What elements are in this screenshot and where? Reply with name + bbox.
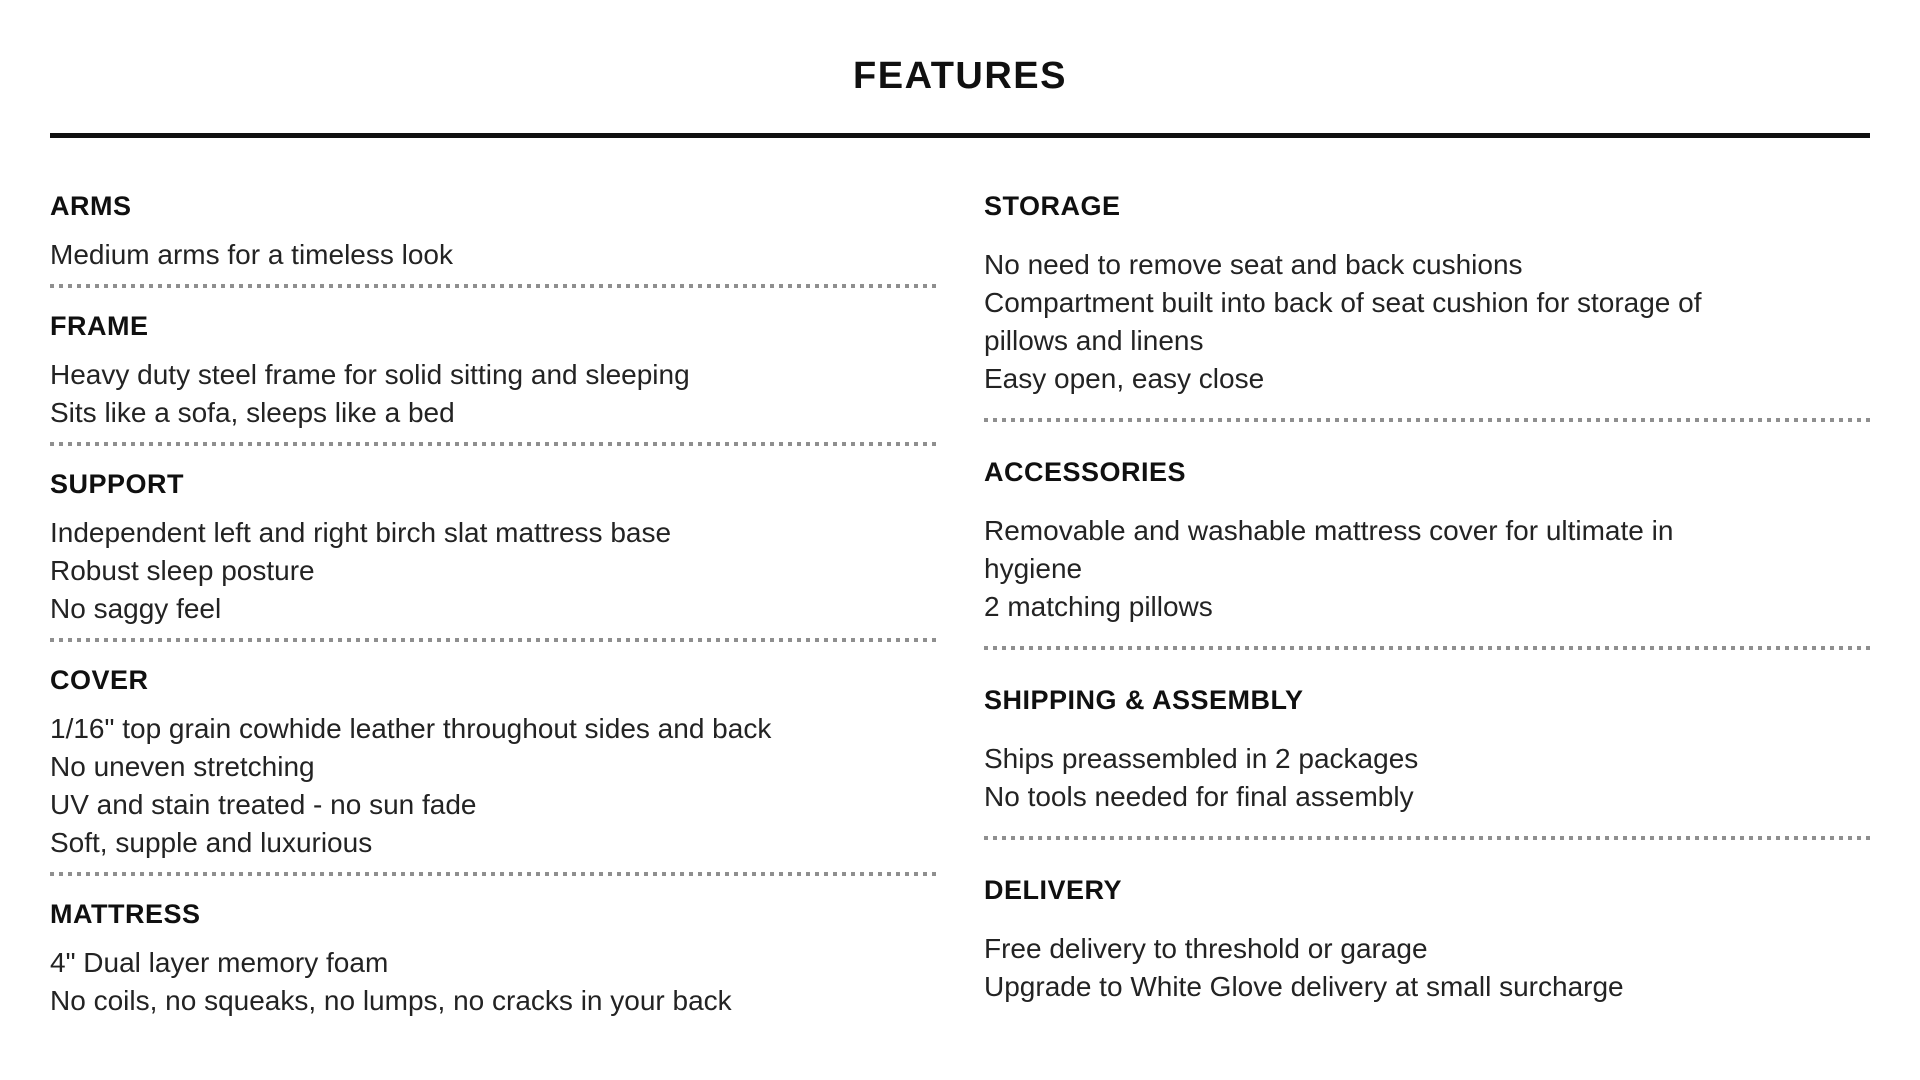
title-rule bbox=[50, 133, 1870, 138]
feature-line: Easy open, easy close bbox=[984, 363, 1265, 394]
dotted-divider bbox=[984, 836, 1870, 840]
feature-section-delivery bbox=[984, 876, 1870, 1006]
feature-section-shipping-assembly bbox=[984, 686, 1870, 840]
feature-line: No need to remove seat and back cushions bbox=[984, 249, 1523, 280]
feature-line: Medium arms for a timeless look bbox=[50, 239, 454, 270]
feature-line: Robust sleep posture bbox=[50, 555, 315, 586]
features-column-left bbox=[50, 192, 936, 1020]
section-heading: STORAGE bbox=[984, 191, 1121, 221]
section-heading: COVER bbox=[50, 665, 149, 695]
section-heading: MATTRESS bbox=[50, 899, 201, 929]
dotted-divider bbox=[50, 872, 936, 876]
feature-line: Soft, supple and luxurious bbox=[50, 827, 373, 858]
section-heading: DELIVERY bbox=[984, 875, 1123, 905]
feature-line: Compartment built into back of seat cushion for storage of bbox=[984, 287, 1702, 318]
feature-line: 1/16" top grain cowhide leather throughout sides and back bbox=[50, 713, 772, 744]
features-column-right bbox=[984, 192, 1870, 1020]
feature-line: Heavy duty steel frame for solid sitting and sleeping bbox=[50, 359, 690, 390]
feature-line: Independent left and right birch slat mattress base bbox=[50, 517, 672, 548]
feature-line: 4" Dual layer memory foam bbox=[50, 947, 389, 978]
feature-section-mattress bbox=[50, 900, 936, 1020]
feature-line: UV and stain treated - no sun fade bbox=[50, 789, 477, 820]
feature-line: Upgrade to White Glove delivery at small surcharge bbox=[984, 971, 1624, 1002]
section-heading: SHIPPING & ASSEMBLY bbox=[984, 685, 1304, 715]
dotted-divider bbox=[50, 442, 936, 446]
dotted-divider bbox=[50, 284, 936, 288]
page-title: FEATURES bbox=[853, 55, 1067, 97]
feature-line: No coils, no squeaks, no lumps, no cracks in your back bbox=[50, 985, 732, 1016]
feature-section-accessories bbox=[984, 458, 1870, 650]
section-heading: ACCESSORIES bbox=[984, 457, 1187, 487]
feature-section-storage bbox=[984, 192, 1870, 422]
feature-section-arms bbox=[50, 192, 936, 288]
feature-line: No saggy feel bbox=[50, 593, 222, 624]
feature-line: pillows and linens bbox=[984, 325, 1204, 356]
feature-section-frame bbox=[50, 312, 936, 446]
feature-line: Free delivery to threshold or garage bbox=[984, 933, 1428, 964]
feature-line: No tools needed for final assembly bbox=[984, 781, 1414, 812]
feature-line: No uneven stretching bbox=[50, 751, 315, 782]
section-heading: SUPPORT bbox=[50, 469, 185, 499]
features-columns bbox=[50, 192, 1870, 1020]
feature-line: Removable and washable mattress cover for ultimate in bbox=[984, 515, 1674, 546]
feature-section-cover bbox=[50, 666, 936, 876]
feature-line: hygiene bbox=[984, 553, 1083, 584]
section-heading: FRAME bbox=[50, 311, 149, 341]
feature-section-support bbox=[50, 470, 936, 642]
feature-line: 2 matching pillows bbox=[984, 591, 1213, 622]
dotted-divider bbox=[50, 638, 936, 642]
dotted-divider bbox=[984, 646, 1870, 650]
section-heading: ARMS bbox=[50, 191, 132, 221]
dotted-divider bbox=[984, 418, 1870, 422]
feature-line: Ships preassembled in 2 packages bbox=[984, 743, 1419, 774]
feature-line: Sits like a sofa, sleeps like a bed bbox=[50, 397, 455, 428]
